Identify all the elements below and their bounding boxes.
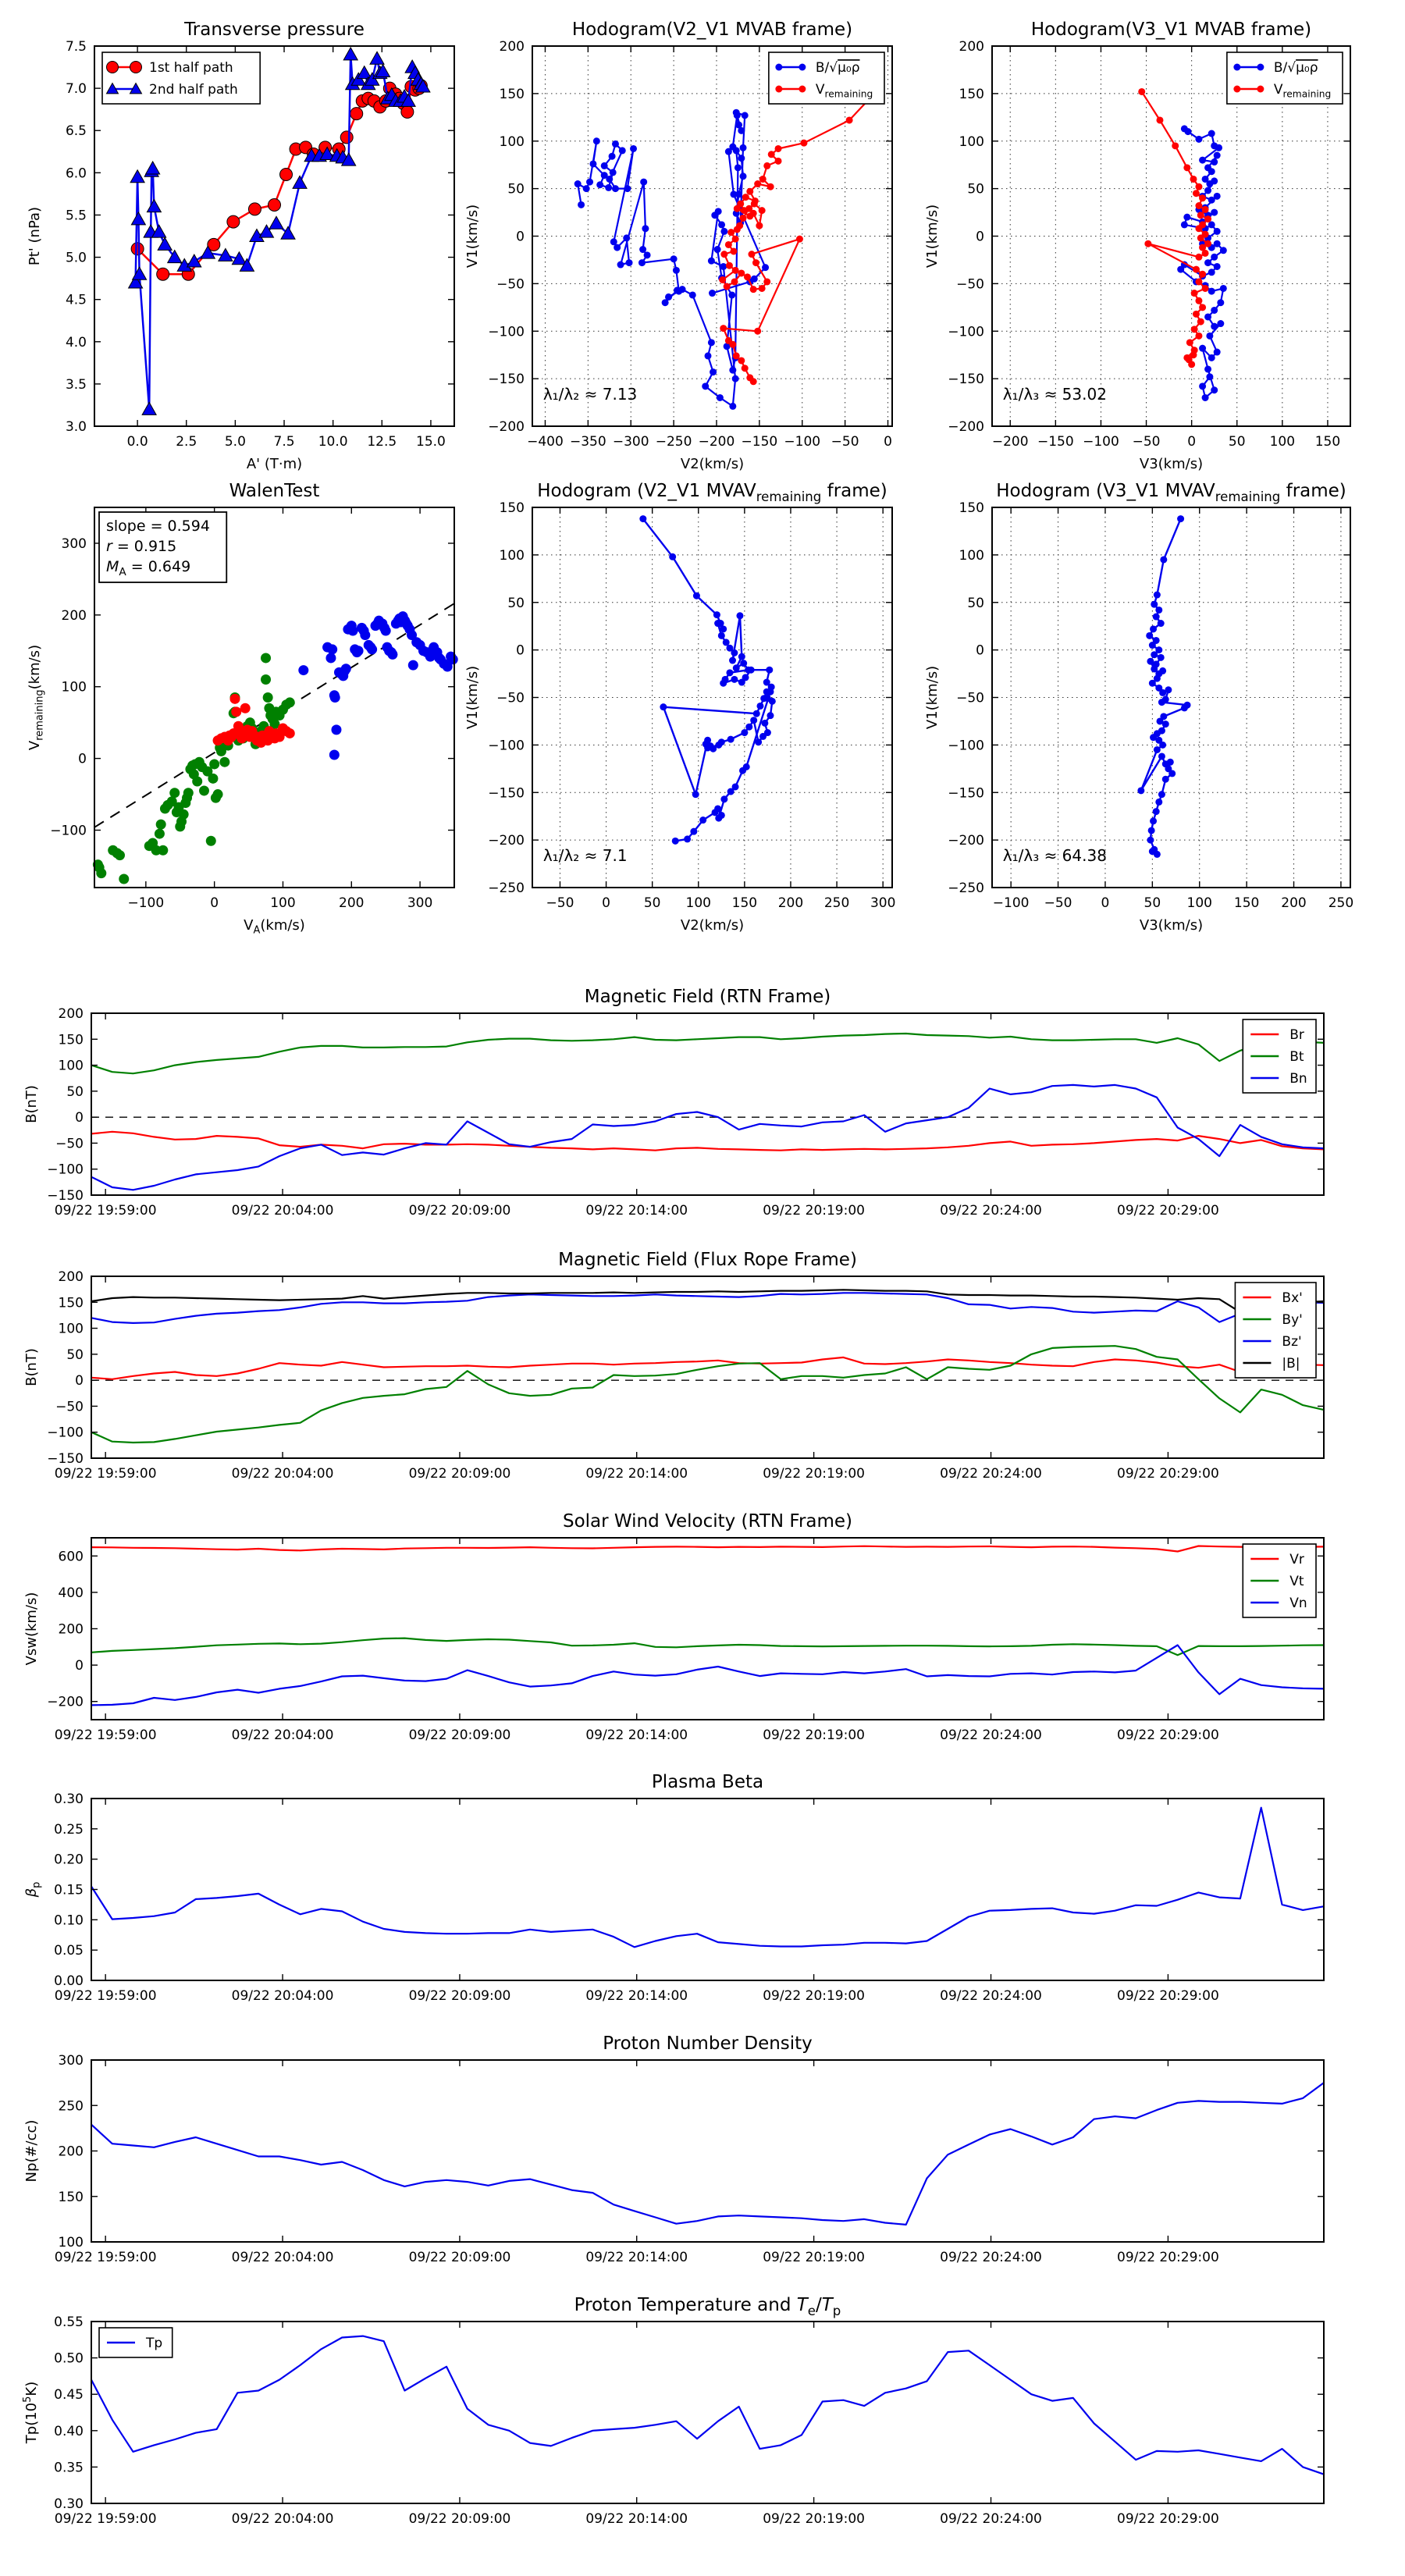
svg-text:250: 250: [1328, 895, 1354, 911]
svg-text:−50: −50: [956, 276, 984, 293]
svg-text:150: 150: [58, 2189, 84, 2205]
svg-text:0.0: 0.0: [126, 434, 148, 450]
y-axis-label: V1(km/s): [924, 665, 941, 730]
svg-text:4.0: 4.0: [65, 334, 87, 350]
y-axis-label: Np(#/cc): [23, 2119, 40, 2183]
svg-text:5.5: 5.5: [65, 208, 87, 224]
svg-text:−150: −150: [47, 1451, 84, 1467]
y-axis-label: B(nT): [23, 1085, 40, 1123]
svg-text:09/22 20:04:00: 09/22 20:04:00: [231, 1203, 334, 1219]
svg-text:−100: −100: [784, 434, 821, 450]
svg-text:300: 300: [61, 535, 87, 552]
svg-text:09/22 20:24:00: 09/22 20:24:00: [940, 1203, 1042, 1219]
svg-text:100: 100: [58, 2235, 84, 2250]
panel-hodo-b-canvas: [458, 13, 916, 475]
panel-title: Transverse pressure: [184, 20, 365, 40]
svg-text:09/22 20:14:00: 09/22 20:14:00: [585, 1466, 688, 1482]
svg-text:09/22 19:59:00: 09/22 19:59:00: [54, 1988, 157, 2004]
legend-label: Vr: [1289, 1552, 1304, 1567]
series-Np: [91, 2083, 1324, 2225]
stats-box: [99, 512, 226, 582]
svg-text:50: 50: [1228, 434, 1246, 450]
svg-text:300: 300: [58, 2053, 84, 2069]
svg-text:6.0: 6.0: [65, 165, 87, 182]
svg-text:−100: −100: [127, 895, 165, 911]
y-axis-label: $\beta_p$: [23, 1881, 43, 1898]
svg-text:50: 50: [643, 895, 661, 911]
svg-text:5.0: 5.0: [224, 434, 246, 450]
svg-text:150: 150: [58, 1032, 84, 1048]
legend-label: $V_{remaining}$: [815, 82, 873, 100]
svg-text:−150: −150: [948, 785, 984, 802]
svg-text:−200: −200: [488, 833, 525, 849]
axis-ticks: [91, 2060, 1324, 2242]
svg-text:−50: −50: [55, 1136, 84, 1152]
svg-text:150: 150: [499, 86, 525, 102]
svg-text:0: 0: [884, 434, 892, 450]
axis-ticks: [91, 1538, 1324, 1720]
annotation-text: λ₁/λ₃ ≈ 64.38: [1002, 845, 1107, 865]
svg-text:−50: −50: [496, 276, 525, 293]
svg-text:0.35: 0.35: [54, 2460, 84, 2476]
legend-label: Br: [1289, 1027, 1304, 1043]
y-axis-label: B(nT): [23, 1348, 40, 1386]
svg-text:09/22 20:19:00: 09/22 20:19:00: [763, 1988, 865, 2004]
svg-text:−100: −100: [488, 324, 525, 340]
svg-text:09/22 19:59:00: 09/22 19:59:00: [54, 1203, 157, 1219]
svg-text:−200: −200: [47, 1694, 84, 1710]
series-Vr: [91, 1546, 1324, 1552]
svg-text:−200: −200: [698, 434, 735, 450]
svg-text:09/22 19:59:00: 09/22 19:59:00: [54, 1727, 157, 1743]
series-V-hodogram: [639, 515, 775, 845]
svg-text:09/22 20:29:00: 09/22 20:29:00: [1117, 2511, 1219, 2527]
series-V-hodogram: [1137, 515, 1190, 858]
svg-text:−100: −100: [1083, 434, 1119, 450]
panel-density-canvas: [17, 2027, 1347, 2290]
svg-text:09/22 19:59:00: 09/22 19:59:00: [54, 2511, 157, 2527]
svg-text:3.5: 3.5: [65, 376, 87, 393]
svg-text:50: 50: [66, 1083, 84, 1100]
legend: [1243, 1544, 1316, 1617]
svg-text:−50: −50: [1132, 434, 1161, 450]
legend: [769, 52, 884, 104]
series-B-magnitude: [91, 1290, 1324, 1312]
svg-text:−100: −100: [948, 738, 984, 754]
axes-frame: [91, 2322, 1324, 2503]
svg-text:09/22 20:24:00: 09/22 20:24:00: [940, 2511, 1042, 2527]
panel-title: Plasma Beta: [651, 1772, 764, 1792]
svg-text:−250: −250: [488, 881, 525, 896]
svg-text:7.5: 7.5: [273, 434, 295, 450]
svg-text:0: 0: [976, 229, 984, 245]
svg-text:−200: −200: [948, 419, 984, 435]
svg-text:100: 100: [58, 1058, 84, 1074]
svg-text:−100: −100: [50, 823, 87, 839]
y-axis-label: Pt' (nPa): [27, 206, 43, 266]
svg-text:09/22 20:29:00: 09/22 20:29:00: [1117, 1727, 1219, 1743]
svg-text:−50: −50: [546, 895, 574, 911]
svg-text:200: 200: [959, 39, 984, 55]
axes-frame: [532, 507, 892, 888]
series-Bt: [91, 1034, 1324, 1073]
legend: [1235, 1283, 1316, 1378]
svg-text:09/22 20:29:00: 09/22 20:29:00: [1117, 2250, 1219, 2265]
svg-text:−200: −200: [991, 434, 1029, 450]
svg-text:−50: −50: [1044, 895, 1072, 911]
legend-label: Bz': [1282, 1334, 1302, 1350]
svg-text:09/22 20:19:00: 09/22 20:19:00: [763, 2511, 865, 2527]
x-axis-label: V2(km/s): [680, 456, 745, 472]
axis-ticks: [91, 1799, 1324, 1980]
svg-text:0: 0: [75, 1658, 84, 1674]
svg-text:0: 0: [1187, 434, 1197, 450]
svg-text:09/22 19:59:00: 09/22 19:59:00: [54, 1466, 157, 1482]
svg-text:0.15: 0.15: [54, 1882, 84, 1898]
svg-text:150: 150: [499, 500, 525, 516]
svg-text:09/22 20:29:00: 09/22 20:29:00: [1117, 1203, 1219, 1219]
svg-text:−50: −50: [55, 1399, 84, 1415]
y-axis-label: $Tp(10^5K)$: [22, 2381, 40, 2444]
svg-text:0: 0: [78, 751, 87, 767]
legend-label: By': [1282, 1312, 1303, 1328]
panel-hodo-f-canvas: [918, 475, 1374, 936]
legend: [99, 2328, 173, 2357]
svg-text:12.5: 12.5: [367, 434, 397, 450]
svg-text:−150: −150: [948, 372, 984, 388]
svg-text:600: 600: [58, 1549, 84, 1565]
svg-text:2.5: 2.5: [176, 434, 197, 450]
legend: [1227, 52, 1343, 104]
svg-text:100: 100: [1269, 434, 1296, 450]
series-plasma-beta: [91, 1808, 1324, 1948]
svg-text:−50: −50: [831, 434, 859, 450]
svg-text:400: 400: [58, 1585, 84, 1601]
svg-text:0.45: 0.45: [54, 2387, 84, 2403]
x-axis-label: V2(km/s): [680, 917, 745, 934]
svg-text:0.50: 0.50: [54, 2350, 84, 2367]
axes-frame: [91, 1538, 1324, 1720]
svg-text:50: 50: [66, 1347, 84, 1363]
svg-text:−250: −250: [655, 434, 692, 450]
panel-title: Magnetic Field (RTN Frame): [584, 987, 831, 1007]
panel-temperature-canvas: [17, 2289, 1347, 2552]
svg-text:09/22 20:24:00: 09/22 20:24:00: [940, 1988, 1042, 2004]
svg-text:09/22 20:24:00: 09/22 20:24:00: [940, 1466, 1042, 1482]
svg-text:100: 100: [61, 679, 87, 696]
panel-beta-canvas: [17, 1766, 1347, 2029]
series-Tp: [91, 2336, 1324, 2475]
svg-text:−200: −200: [488, 419, 525, 435]
svg-text:09/22 20:09:00: 09/22 20:09:00: [408, 1727, 511, 1743]
panel-walen-canvas: [20, 475, 478, 936]
svg-text:09/22 20:04:00: 09/22 20:04:00: [231, 2511, 334, 2527]
svg-text:200: 200: [339, 895, 365, 911]
series-V-remaining: [719, 92, 876, 385]
svg-text:50: 50: [967, 181, 984, 197]
series-Vn: [91, 1646, 1324, 1706]
svg-text:0: 0: [516, 642, 525, 659]
axis-tick-labels: [55, 2053, 1219, 2265]
svg-text:100: 100: [1186, 895, 1212, 911]
svg-text:200: 200: [61, 607, 87, 624]
panel-title: Hodogram (V3_V1 $MVAV_{remaining}$ frame): [996, 481, 1346, 504]
legend-label: 1st half path: [149, 60, 233, 76]
svg-text:−100: −100: [948, 324, 984, 340]
y-axis-label: Vsw(km/s): [23, 1592, 40, 1666]
svg-text:09/22 20:09:00: 09/22 20:09:00: [408, 1988, 511, 2004]
panel-title: Solar Wind Velocity (RTN Frame): [562, 1511, 853, 1532]
svg-text:−250: −250: [948, 881, 984, 896]
svg-text:200: 200: [499, 39, 525, 55]
svg-text:0.25: 0.25: [54, 1821, 84, 1838]
grid: [992, 507, 1350, 888]
svg-text:09/22 20:14:00: 09/22 20:14:00: [585, 1203, 688, 1219]
svg-text:250: 250: [823, 895, 850, 911]
y-axis-label: V1(km/s): [464, 204, 481, 269]
svg-text:100: 100: [58, 1321, 84, 1337]
svg-text:0.00: 0.00: [54, 1973, 84, 1989]
series-walen-green: [93, 653, 295, 884]
y-axis-label: V1(km/s): [924, 204, 941, 269]
axis-ticks: [91, 2322, 1324, 2503]
svg-text:100: 100: [959, 547, 984, 564]
svg-text:0: 0: [602, 895, 610, 911]
svg-text:−100: −100: [47, 1425, 84, 1441]
svg-text:200: 200: [58, 1269, 84, 1285]
svg-text:0: 0: [75, 1110, 84, 1126]
svg-text:150: 150: [1314, 434, 1341, 450]
legend-label: Vn: [1289, 1596, 1307, 1611]
stats-line: r = 0.915: [106, 538, 177, 555]
legend-label: |B|: [1282, 1356, 1300, 1372]
legend-label: Tp: [146, 2336, 163, 2351]
svg-text:09/22 20:04:00: 09/22 20:04:00: [231, 1466, 334, 1482]
svg-text:09/22 20:09:00: 09/22 20:09:00: [408, 2250, 511, 2265]
svg-text:0.30: 0.30: [54, 2496, 84, 2512]
svg-text:09/22 20:14:00: 09/22 20:14:00: [585, 2250, 688, 2265]
svg-text:0.30: 0.30: [54, 1791, 84, 1807]
y-axis-label: V1(km/s): [464, 665, 481, 730]
panel-title: Hodogram (V2_V1 $MVAV_{remaining}$ frame): [537, 481, 887, 504]
series-1st-half-path: [131, 80, 427, 280]
legend-label: Bx': [1282, 1290, 1303, 1306]
panel-title: Hodogram(V3_V1 MVAB frame): [1030, 20, 1312, 40]
axes-frame: [91, 2060, 1324, 2242]
svg-text:09/22 20:24:00: 09/22 20:24:00: [940, 1727, 1042, 1743]
x-axis-label: V3(km/s): [1139, 917, 1204, 934]
grid: [532, 507, 892, 888]
panel-hodo-c-canvas: [918, 13, 1374, 475]
panel-title: Magnetic Field (Flux Rope Frame): [558, 1250, 857, 1270]
svg-text:100: 100: [499, 547, 525, 564]
svg-text:150: 150: [1233, 895, 1260, 911]
svg-text:0.05: 0.05: [54, 1943, 84, 1959]
svg-text:0.20: 0.20: [54, 1852, 84, 1868]
svg-text:7.5: 7.5: [65, 39, 87, 55]
svg-text:09/22 20:09:00: 09/22 20:09:00: [408, 2511, 511, 2527]
svg-text:−150: −150: [1037, 434, 1074, 450]
svg-text:0.40: 0.40: [54, 2423, 84, 2439]
series-Vt: [91, 1638, 1324, 1656]
x-axis-label: V3(km/s): [1139, 456, 1204, 472]
legend-label: B/√μ₀ρ: [815, 60, 860, 76]
series-B-over-sqrt-mu0rho: [574, 109, 769, 410]
svg-text:5.0: 5.0: [65, 250, 87, 266]
svg-text:−50: −50: [956, 690, 984, 706]
svg-text:09/22 20:14:00: 09/22 20:14:00: [585, 1988, 688, 2004]
panel-title: Proton Temperature and $T_e/T_p$: [574, 2295, 841, 2318]
svg-text:0: 0: [976, 642, 984, 659]
svg-text:15.0: 15.0: [416, 434, 446, 450]
svg-text:09/22 20:09:00: 09/22 20:09:00: [408, 1466, 511, 1482]
svg-text:200: 200: [777, 895, 804, 911]
svg-text:09/22 20:29:00: 09/22 20:29:00: [1117, 1466, 1219, 1482]
svg-text:−200: −200: [948, 833, 984, 849]
series-V-remaining: [1138, 88, 1211, 368]
svg-text:−350: −350: [569, 434, 606, 450]
svg-text:150: 150: [58, 1295, 84, 1311]
series-Br: [91, 1132, 1324, 1151]
svg-text:50: 50: [967, 595, 984, 611]
annotation-text: λ₁/λ₂ ≈ 7.13: [542, 384, 638, 404]
svg-text:100: 100: [270, 895, 296, 911]
svg-text:100: 100: [685, 895, 711, 911]
svg-text:−150: −150: [47, 1188, 84, 1204]
svg-text:150: 150: [959, 500, 984, 516]
svg-text:−150: −150: [488, 372, 525, 388]
svg-text:0: 0: [210, 895, 219, 911]
svg-text:100: 100: [959, 133, 984, 150]
svg-text:300: 300: [870, 895, 896, 911]
legend-label: 2nd half path: [149, 82, 238, 98]
x-axis-label: A' (T·m): [246, 456, 303, 472]
legend-label: Vt: [1289, 1574, 1304, 1589]
svg-text:09/22 20:04:00: 09/22 20:04:00: [231, 1727, 334, 1743]
panel-title: Proton Number Density: [603, 2033, 813, 2054]
svg-text:6.5: 6.5: [65, 123, 87, 140]
svg-text:3.0: 3.0: [65, 419, 87, 435]
svg-text:09/22 20:29:00: 09/22 20:29:00: [1117, 1988, 1219, 2004]
panel-fluxrope-canvas: [17, 1244, 1347, 1507]
legend-label: $V_{remaining}$: [1273, 82, 1332, 100]
panel-velocity-canvas: [17, 1505, 1347, 1768]
svg-text:0: 0: [75, 1373, 84, 1389]
svg-text:−100: −100: [488, 738, 525, 754]
svg-text:10.0: 10.0: [318, 434, 348, 450]
svg-text:09/22 20:19:00: 09/22 20:19:00: [763, 1727, 865, 1743]
svg-text:09/22 20:14:00: 09/22 20:14:00: [585, 1727, 688, 1743]
svg-text:−300: −300: [612, 434, 649, 450]
svg-text:50: 50: [507, 595, 525, 611]
y-axis-label: $V_{remaining}(km/s)$: [27, 644, 46, 751]
svg-text:09/22 19:59:00: 09/22 19:59:00: [54, 2250, 157, 2265]
svg-text:200: 200: [1281, 895, 1307, 911]
annotation-text: λ₁/λ₂ ≈ 7.1: [542, 845, 628, 865]
svg-text:−100: −100: [992, 895, 1030, 911]
svg-text:0: 0: [1101, 895, 1110, 911]
svg-text:−100: −100: [47, 1162, 84, 1178]
svg-text:09/22 20:09:00: 09/22 20:09:00: [408, 1203, 511, 1219]
svg-text:100: 100: [499, 133, 525, 150]
legend: [102, 52, 260, 104]
svg-text:09/22 20:19:00: 09/22 20:19:00: [763, 1203, 865, 1219]
axes-frame: [91, 1799, 1324, 1980]
svg-text:150: 150: [731, 895, 758, 911]
svg-text:200: 200: [58, 1006, 84, 1022]
series-Bn: [91, 1085, 1324, 1190]
svg-text:50: 50: [1144, 895, 1161, 911]
svg-text:−400: −400: [527, 434, 564, 450]
stats-line: slope = 0.594: [106, 518, 210, 535]
svg-text:250: 250: [58, 2098, 84, 2115]
legend-label: B/√μ₀ρ: [1273, 60, 1318, 76]
svg-text:50: 50: [507, 181, 525, 197]
legend-label: Bt: [1289, 1049, 1304, 1065]
svg-text:09/22 20:24:00: 09/22 20:24:00: [940, 2250, 1042, 2265]
svg-text:09/22 20:04:00: 09/22 20:04:00: [231, 1988, 334, 2004]
svg-text:0.10: 0.10: [54, 1912, 84, 1929]
svg-text:09/22 20:14:00: 09/22 20:14:00: [585, 2511, 688, 2527]
annotation-text: λ₁/λ₃ ≈ 53.02: [1002, 384, 1107, 404]
legend: [1243, 1019, 1316, 1093]
stats-line: $M_A = 0.649$: [106, 558, 191, 578]
svg-text:150: 150: [959, 86, 984, 102]
svg-text:09/22 20:19:00: 09/22 20:19:00: [763, 1466, 865, 1482]
panel-pressure-canvas: [20, 13, 478, 475]
svg-text:4.5: 4.5: [65, 292, 87, 308]
svg-text:0.55: 0.55: [54, 2314, 84, 2330]
svg-text:09/22 20:04:00: 09/22 20:04:00: [231, 2250, 334, 2265]
svg-text:200: 200: [58, 1621, 84, 1638]
svg-text:−150: −150: [488, 785, 525, 802]
axis-tick-labels: [54, 2314, 1219, 2527]
panel-hodo-e-canvas: [458, 475, 916, 936]
svg-text:200: 200: [58, 2144, 84, 2160]
svg-text:0: 0: [516, 229, 525, 245]
svg-text:7.0: 7.0: [65, 81, 87, 98]
x-axis-label: $V_A(km/s)$: [244, 917, 305, 937]
panel-title: WalenTest: [229, 481, 320, 501]
axis-ticks: [532, 507, 892, 888]
panel-rtn-canvas: [17, 980, 1347, 1244]
svg-text:−50: −50: [496, 690, 525, 706]
svg-text:300: 300: [407, 895, 433, 911]
svg-text:09/22 20:19:00: 09/22 20:19:00: [763, 2250, 865, 2265]
legend-label: Bn: [1289, 1071, 1307, 1087]
svg-text:−150: −150: [741, 434, 778, 450]
panel-title: Hodogram(V2_V1 MVAB frame): [571, 20, 853, 40]
